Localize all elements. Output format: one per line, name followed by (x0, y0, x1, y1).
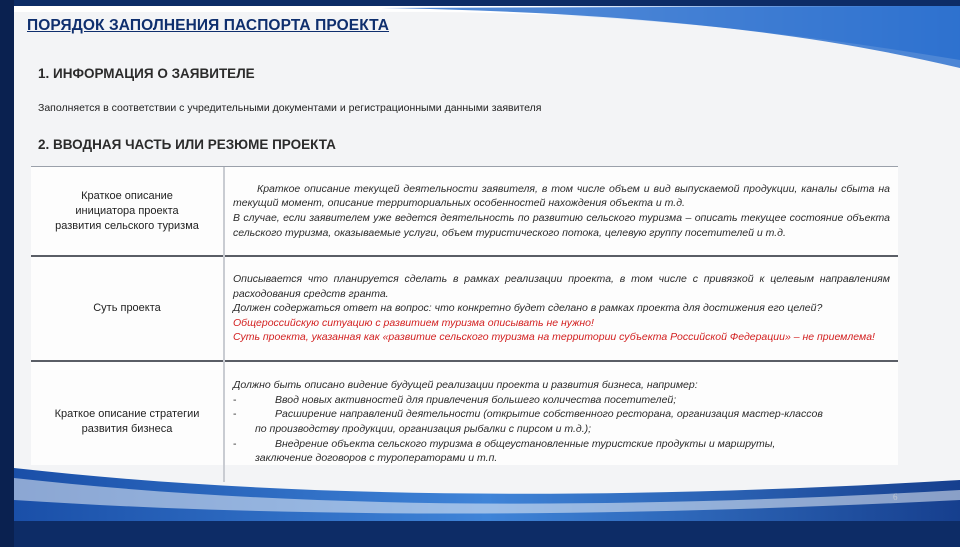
table-row (31, 361, 898, 482)
list-item-continuation: заключение договоров с туроператорами и т.п. (255, 452, 498, 465)
list-item: - Ввод новых активностей для привлечения большего количества посетителей; (233, 393, 677, 406)
page-title: ПОРЯДОК ЗАПОЛНЕНИЯ ПАСПОРТА ПРОЕКТА (27, 17, 390, 34)
warning-text: Общероссийскую ситуацию с развитием туризма описывать не нужно! (233, 316, 594, 329)
warning-text: Суть проекта, указанная как «развитие сельского туризма на территории субъекта Российской Федерации» – не приемлема! (233, 331, 875, 344)
project-summary-table (31, 166, 898, 465)
paragraph: Краткое описание текущей деятельности заявителя, в том числе объем и вид выпускаемой продукции, каналы сбыта на текущий момент, описание территориальных особенностей нахождения объекта и т.д. (233, 182, 890, 210)
list-item: - Внедрение объекта сельского туризма в общеустановленные туристские продукты и маршруты, (233, 437, 776, 450)
row-label-initiator: Краткое описание инициатора проекта развития сельского туризма (31, 167, 224, 256)
paragraph: Должно быть описано видение будущей реализации проекта и развития бизнеса, например: (233, 379, 698, 392)
row-content-strategy (224, 361, 898, 482)
page-number: 6 (893, 492, 898, 502)
table-row (31, 256, 898, 361)
section-heading-project-summary: 2. ВВОДНАЯ ЧАСТЬ ИЛИ РЕЗЮМЕ ПРОЕКТА (38, 137, 336, 152)
row-content-initiator (224, 167, 898, 256)
section-heading-applicant-info: 1. ИНФОРМАЦИЯ О ЗАЯВИТЕЛЕ (38, 66, 255, 81)
section-text-applicant-info: Заполняется в соответствии с учредительными документами и регистрационными данными заявителя (38, 102, 542, 114)
paragraph: В случае, если заявителем уже ведется деятельность по развитию сельского туризма – описать текущее состояние объекта сельского туризма, оказываемые услуги, объем туристического потока, целевую группу посетителей и т.д. (233, 212, 890, 239)
row-label-strategy: Краткое описание стратегии развития бизнеса (31, 361, 224, 482)
paragraph: Должен содержаться ответ на вопрос: что конкретно будет сделано в рамках проекта для достижения его целей? (233, 302, 823, 315)
list-item: - Расширение направлений деятельности (открытие собственного ресторана, организация мастер-классов (233, 408, 823, 421)
row-content-project-essence (224, 256, 898, 361)
row-label-project-essence: Суть проекта (31, 256, 224, 361)
table-row (31, 167, 898, 256)
paragraph: Описывается что планируется сделать в рамках реализации проекта, в том числе с привязкой к целевым направлениям расходования средств гранта. (233, 273, 890, 300)
list-item-continuation: по производству продукции, организация рыбалки с пирсом и т.д.); (255, 423, 592, 435)
